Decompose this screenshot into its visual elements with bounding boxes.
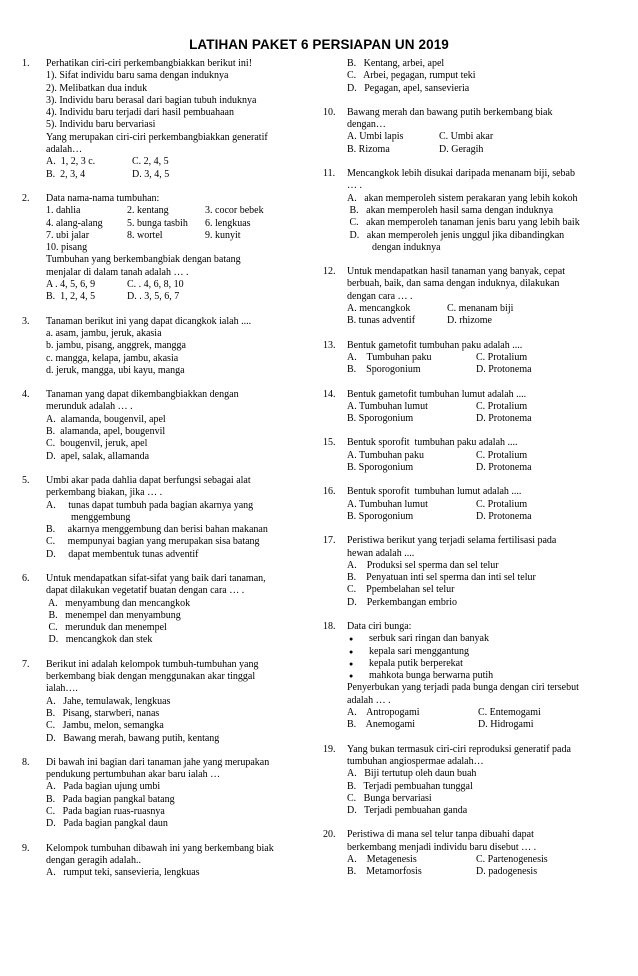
question-text-line: B. menempel dan menyambung: [46, 609, 181, 621]
bullet-text: mahkota bunga berwarna putih: [369, 670, 494, 682]
option-label: B. Sporogonium: [347, 462, 414, 474]
question-item: [323, 107, 623, 156]
question-number: 11.: [323, 168, 336, 180]
question-text-line: Bentuk sporofit tumbuhan lumut adalah ....: [347, 486, 522, 498]
bullet-text: kepala putik berperekat: [369, 657, 463, 669]
option-label: 1. dahlia: [46, 205, 81, 217]
bullet-text: serbuk sari ringan dan banyak: [369, 633, 489, 645]
question-item: [323, 535, 623, 609]
question-text-line: menggembung: [46, 511, 131, 523]
option-row: [347, 144, 623, 156]
question-text-line: b. jambu, pisang, anggrek, mangga: [46, 340, 186, 352]
question-number: 14.: [323, 388, 336, 400]
question-text-line: 5). Individu baru bervariasi: [46, 119, 156, 131]
question-text-line: B. akan memperoleh hasil sama dengan induknya: [347, 204, 554, 216]
option-label: C. 2, 4, 5: [132, 156, 169, 168]
option-label: 3. cocor bebek: [205, 205, 264, 217]
question-text-line: Bentuk gametofit tumbuhan paku adalah ....: [347, 339, 523, 351]
option-row: [347, 401, 623, 413]
question-text-line: berkembang menjadi individu baru disebut … .: [347, 841, 537, 853]
question-text-line: Peristiwa di mana sel telur tanpa dibuahi dapat: [347, 829, 534, 841]
option-row: [46, 156, 320, 168]
question-number: 1.: [22, 58, 30, 69]
question-text-line: D. Perkembangan embrio: [347, 596, 457, 608]
question-text-line: D. dapat membentuk tunas adventif: [46, 548, 199, 560]
option-label: A. Tumbuhan lumut: [347, 400, 428, 412]
option-label: C. Protalium: [476, 351, 528, 363]
question-text-line: dengan cara … .: [347, 290, 413, 302]
question-number: 7.: [22, 658, 30, 670]
option-row: [46, 218, 320, 230]
question-item: [22, 58, 320, 181]
question-text-line: C. merunduk dan menempel: [46, 622, 167, 634]
question-text-line: C. Pada bagian ruas-ruasnya: [46, 806, 165, 818]
question-text-line: a. asam, jambu, jeruk, akasia: [46, 327, 162, 339]
question-item: [22, 475, 320, 561]
option-label: B. Sporogonium: [347, 510, 414, 522]
question-text-line: adalah … .: [347, 694, 391, 706]
question-text-line: A. Jahe, temulawak, lengkuas: [46, 695, 171, 707]
question-item: [323, 340, 623, 377]
question-item: [323, 389, 623, 426]
question-text-line: C. Jambu, melon, semangka: [46, 720, 164, 732]
question-text-line: Kelompok tumbuhan dibawah ini yang berkembang biak: [46, 842, 274, 854]
question-item: [22, 193, 320, 304]
option-row: [46, 230, 320, 242]
option-label: A. Antropogami: [347, 707, 420, 719]
question-text-line: C. bougenvil, jeruk, apel: [46, 438, 148, 450]
question-number: 12.: [323, 266, 336, 278]
option-row: [347, 352, 623, 364]
question-number: 4.: [22, 389, 30, 401]
left-column: [22, 58, 320, 880]
option-row: [347, 303, 623, 315]
option-label: A. Tumbuhan lumut: [347, 498, 428, 510]
question-text-line: Tanaman berikut ini yang dapat dicangkok ialah ....: [46, 315, 252, 327]
option-label: B. 1, 2, 4, 5: [46, 291, 96, 303]
option-label: D. Protonema: [476, 413, 532, 425]
question-item: [323, 168, 623, 254]
option-row: [46, 205, 320, 217]
question-text-line: A. Produksi sel sperma dan sel telur: [347, 559, 499, 571]
question-text-line: Mencangkok lebih disukai daripada menanam biji, sebab: [347, 168, 575, 180]
bullet-icon: ●: [349, 672, 354, 681]
bullet-icon: ●: [349, 635, 354, 644]
question-text-line: B. Pada bagian pangkal batang: [46, 793, 175, 805]
question-number: 5.: [22, 474, 30, 486]
option-label: C. . 4, 6, 8, 10: [127, 279, 184, 291]
question-text-line: D. akan memperoleh jenis unggul jika dibandingkan: [347, 229, 565, 241]
question-item: [323, 58, 623, 95]
option-label: 5. bunga tasbih: [127, 217, 188, 229]
question-number: 2.: [22, 192, 30, 204]
question-number: 9.: [22, 842, 30, 854]
question-item: [323, 266, 623, 327]
question-text-line: dengan…: [347, 119, 386, 131]
option-label: D. rhizome: [447, 315, 492, 327]
option-row: [347, 364, 623, 376]
question-text-line: Peristiwa berikut yang terjadi selama fertilisasi pada: [347, 535, 557, 547]
option-label: 8. wortel: [127, 229, 163, 241]
question-text-line: D. Terjadi pembuahan ganda: [347, 805, 468, 817]
option-label: 2. kentang: [127, 205, 169, 217]
question-number: 18.: [323, 620, 336, 632]
option-label: B. tunas adventif: [347, 315, 416, 327]
option-label: C. Partenogenesis: [476, 854, 548, 866]
option-label: C. Protalium: [476, 400, 528, 412]
option-label: C. menanam biji: [447, 303, 514, 315]
question-text-line: C. mempunyai bagian yang merupakan sisa batang: [46, 536, 260, 548]
question-text-line: 10. pisang: [46, 242, 88, 254]
question-text-line: Bentuk gametofit tumbuhan lumut adalah ....: [347, 388, 527, 400]
option-row: [347, 450, 623, 462]
question-text-line: Tumbuhan yang berkembangbiak dengan batang: [46, 254, 241, 266]
question-text-line: dengan geragih adalah..: [46, 854, 141, 866]
question-text-line: dengan induknya: [347, 241, 441, 253]
question-text-line: Tanaman yang dapat dikembangbiakkan dengan: [46, 389, 239, 401]
question-item: [22, 659, 320, 745]
question-text-line: berbuah, baik, dan sama dengan induknya, dilakukan: [347, 278, 560, 290]
question-text-line: A. tunas dapat tumbuh pada bagian akarnya yang: [46, 499, 254, 511]
question-number: 8.: [22, 756, 30, 768]
option-row: [347, 511, 623, 523]
option-label: A. mencangkok: [347, 303, 411, 315]
question-item: [323, 744, 623, 818]
question-item: [22, 573, 320, 647]
question-text-line: Umbi akar pada dahlia dapat berfungsi sebagai alat: [46, 474, 251, 486]
bullet-icon: ●: [349, 647, 354, 656]
question-text-line: Yang merupakan ciri-ciri perkembangbiakkan generatif: [46, 131, 268, 143]
question-text-line: B. Terjadi pembuahan tunggal: [347, 780, 473, 792]
question-text-line: B. Penyatuan inti sel sperma dan inti sel telur: [347, 572, 536, 584]
question-text-line: berkembang biak dengan menggunakan akar tinggal: [46, 671, 256, 683]
question-text-line: C. Arbei, pegagan, rumput teki: [347, 70, 476, 82]
question-text-line: perkembang biakan, jika … .: [46, 487, 163, 499]
question-text-line: d. jeruk, mangga, ubi kayu, manga: [46, 364, 185, 376]
option-label: B. Anemogami: [347, 719, 416, 731]
bullet-item: [347, 658, 623, 670]
question-item: [323, 829, 623, 878]
question-text-line: D. apel, salak, allamanda: [46, 450, 150, 462]
option-label: 6. lengkuas: [205, 217, 251, 229]
option-label: B. Rizoma: [347, 143, 390, 155]
question-number: 17.: [323, 535, 336, 547]
question-text-line: tumbuhan angiospermae adalah…: [347, 755, 484, 767]
question-item: [323, 621, 623, 732]
bullet-text: kepala sari menggantung: [369, 645, 469, 657]
question-text-line: 1). Sifat individu baru sama dengan induknya: [46, 70, 229, 82]
question-number: 15.: [323, 437, 336, 449]
bullet-item: [347, 670, 623, 682]
question-text-line: B. Pisang, starwberi, nanas: [46, 707, 160, 719]
option-row: [347, 866, 623, 878]
question-number: 20.: [323, 829, 336, 841]
option-label: C. Protalium: [476, 449, 528, 461]
question-text-line: Bawang merah dan bawang putih berkembang biak: [347, 106, 553, 118]
question-text-line: D. Bawang merah, bawang putih, kentang: [46, 732, 220, 744]
question-text-line: B. Kentang, arbei, apel: [347, 58, 445, 69]
option-label: 4. alang-alang: [46, 217, 103, 229]
bullet-item: [347, 633, 623, 645]
option-label: D. . 3, 5, 6, 7: [127, 291, 180, 303]
option-row: [46, 279, 320, 291]
question-text-line: ialah….: [46, 683, 78, 695]
question-text-line: Berikut ini adalah kelompok tumbuh-tumbuhan yang: [46, 658, 259, 670]
option-label: D. Protonema: [476, 462, 532, 474]
question-number: 10.: [323, 106, 336, 118]
option-row: [347, 315, 623, 327]
question-text-line: … .: [347, 180, 362, 192]
question-text-line: pendukung pertumbuhan akar baru ialah …: [46, 769, 221, 781]
question-number: 3.: [22, 315, 30, 327]
option-row: [46, 169, 320, 181]
question-item: [22, 843, 320, 880]
option-label: D. Protonema: [476, 510, 532, 522]
option-label: A. 1, 2, 3 c.: [46, 156, 96, 168]
option-label: B. 2, 3, 4: [46, 168, 86, 180]
bullet-icon: ●: [349, 659, 354, 668]
question-item: [22, 316, 320, 377]
option-label: B. Sporogonium: [347, 413, 414, 425]
question-text-line: Di bawah ini bagian dari tanaman jahe yang merupakan: [46, 756, 270, 768]
question-text-line: adalah…: [46, 144, 83, 156]
option-label: A. Metagenesis: [347, 854, 417, 866]
option-label: D. Geragih: [439, 143, 484, 155]
question-text-line: menjalar di dalam tanah adalah … .: [46, 266, 189, 278]
question-text-line: B. alamanda, apel, bougenvil: [46, 426, 166, 438]
question-text-line: Data nama-nama tumbuhan:: [46, 192, 160, 204]
question-number: 19.: [323, 743, 336, 755]
option-label: A. Tumbuhan paku: [347, 449, 424, 461]
option-row: [347, 413, 623, 425]
question-number: 16.: [323, 486, 336, 498]
option-row: [347, 854, 623, 866]
question-text-line: 3). Individu baru berasal dari bagian tubuh induknya: [46, 94, 257, 106]
question-text-line: 4). Individu baru terjadi dari hasil pembuahaan: [46, 107, 234, 119]
question-item: [22, 757, 320, 831]
option-row: [347, 499, 623, 511]
question-text-line: A. rumput teki, sansevieria, lengkuas: [46, 867, 200, 879]
option-label: D. padogenesis: [476, 866, 538, 878]
option-label: A. Tumbuhan paku: [347, 351, 432, 363]
bullet-item: [347, 646, 623, 658]
option-label: 9. kunyit: [205, 229, 241, 241]
right-column: [323, 58, 623, 879]
question-text-line: A. Pada bagian ujung umbi: [46, 781, 161, 793]
question-item: [323, 486, 623, 523]
option-label: C. Entemogami: [478, 707, 541, 719]
option-label: C. Umbi akar: [439, 131, 494, 143]
option-row: [347, 462, 623, 474]
page-title: LATIHAN PAKET 6 PERSIAPAN UN 2019: [189, 37, 449, 52]
question-text-line: D. Pada bagian pangkal daun: [46, 818, 168, 830]
question-text-line: 2). Melibatkan dua induk: [46, 82, 148, 94]
option-label: A. Umbi lapis: [347, 131, 404, 143]
option-label: B. Sporogonium: [347, 364, 421, 376]
question-text-line: c. mangga, kelapa, jambu, akasia: [46, 352, 179, 364]
option-label: D. Hidrogami: [478, 719, 534, 731]
question-text-line: merunduk adalah … .: [46, 401, 133, 413]
option-label: B. Metamorfosis: [347, 866, 422, 878]
question-text-line: hewan adalah ....: [347, 547, 415, 559]
question-text-line: A. akan memperoleh sistem perakaran yang lebih kokoh: [347, 192, 578, 204]
option-label: C. Protalium: [476, 498, 528, 510]
question-text-line: Untuk mendapatkan hasil tanaman yang banyak, cepat: [347, 266, 565, 278]
question-text-line: B. akarnya menggembung dan berisi bahan makanan: [46, 524, 268, 536]
question-text-line: A. menyambung dan mencangkok: [46, 597, 191, 609]
question-text-line: A. Biji tertutup oleh daun buah: [347, 768, 477, 780]
question-text-line: C. akan memperoleh tanaman jenis baru yang lebih baik: [347, 217, 580, 229]
question-text-line: Yang bukan termasuk ciri-ciri reproduksi generatif pada: [347, 743, 571, 755]
question-text-line: D. mencangkok dan stek: [46, 634, 153, 646]
option-row: [347, 131, 623, 143]
question-text-line: dapat dilakukan vegetatif buatan dengan cara … .: [46, 585, 245, 597]
option-row: [347, 707, 623, 719]
question-number: 13.: [323, 339, 336, 351]
option-label: A . 4, 5, 6, 9: [46, 279, 96, 291]
question-text-line: C. Ppembelahan sel telur: [347, 584, 455, 596]
question-text-line: Penyerbukan yang terjadi pada bunga dengan ciri tersebut: [347, 682, 579, 694]
question-text-line: A. alamanda, bougenvil, apel: [46, 413, 166, 425]
question-text-line: Untuk mendapatkan sifat-sifat yang baik dari tanaman,: [46, 572, 266, 584]
option-label: 7. ubi jalar: [46, 229, 90, 241]
question-text-line: C. Bunga bervariasi: [347, 792, 432, 804]
question-text-line: Perhatikan ciri-ciri perkembangbiakkan berikut ini!: [46, 58, 253, 69]
question-text-line: D. Pegagan, apel, sansevieria: [347, 82, 470, 94]
question-text-line: Bentuk sporofit tumbuhan paku adalah ....: [347, 437, 518, 449]
option-row: [46, 291, 320, 303]
question-item: [323, 437, 623, 474]
question-number: 6.: [22, 572, 30, 584]
option-row: [347, 719, 623, 731]
option-label: D. 3, 4, 5: [132, 168, 170, 180]
question-item: [22, 389, 320, 463]
question-text-line: Data ciri bunga:: [347, 620, 412, 632]
option-label: D. Protonema: [476, 364, 532, 376]
